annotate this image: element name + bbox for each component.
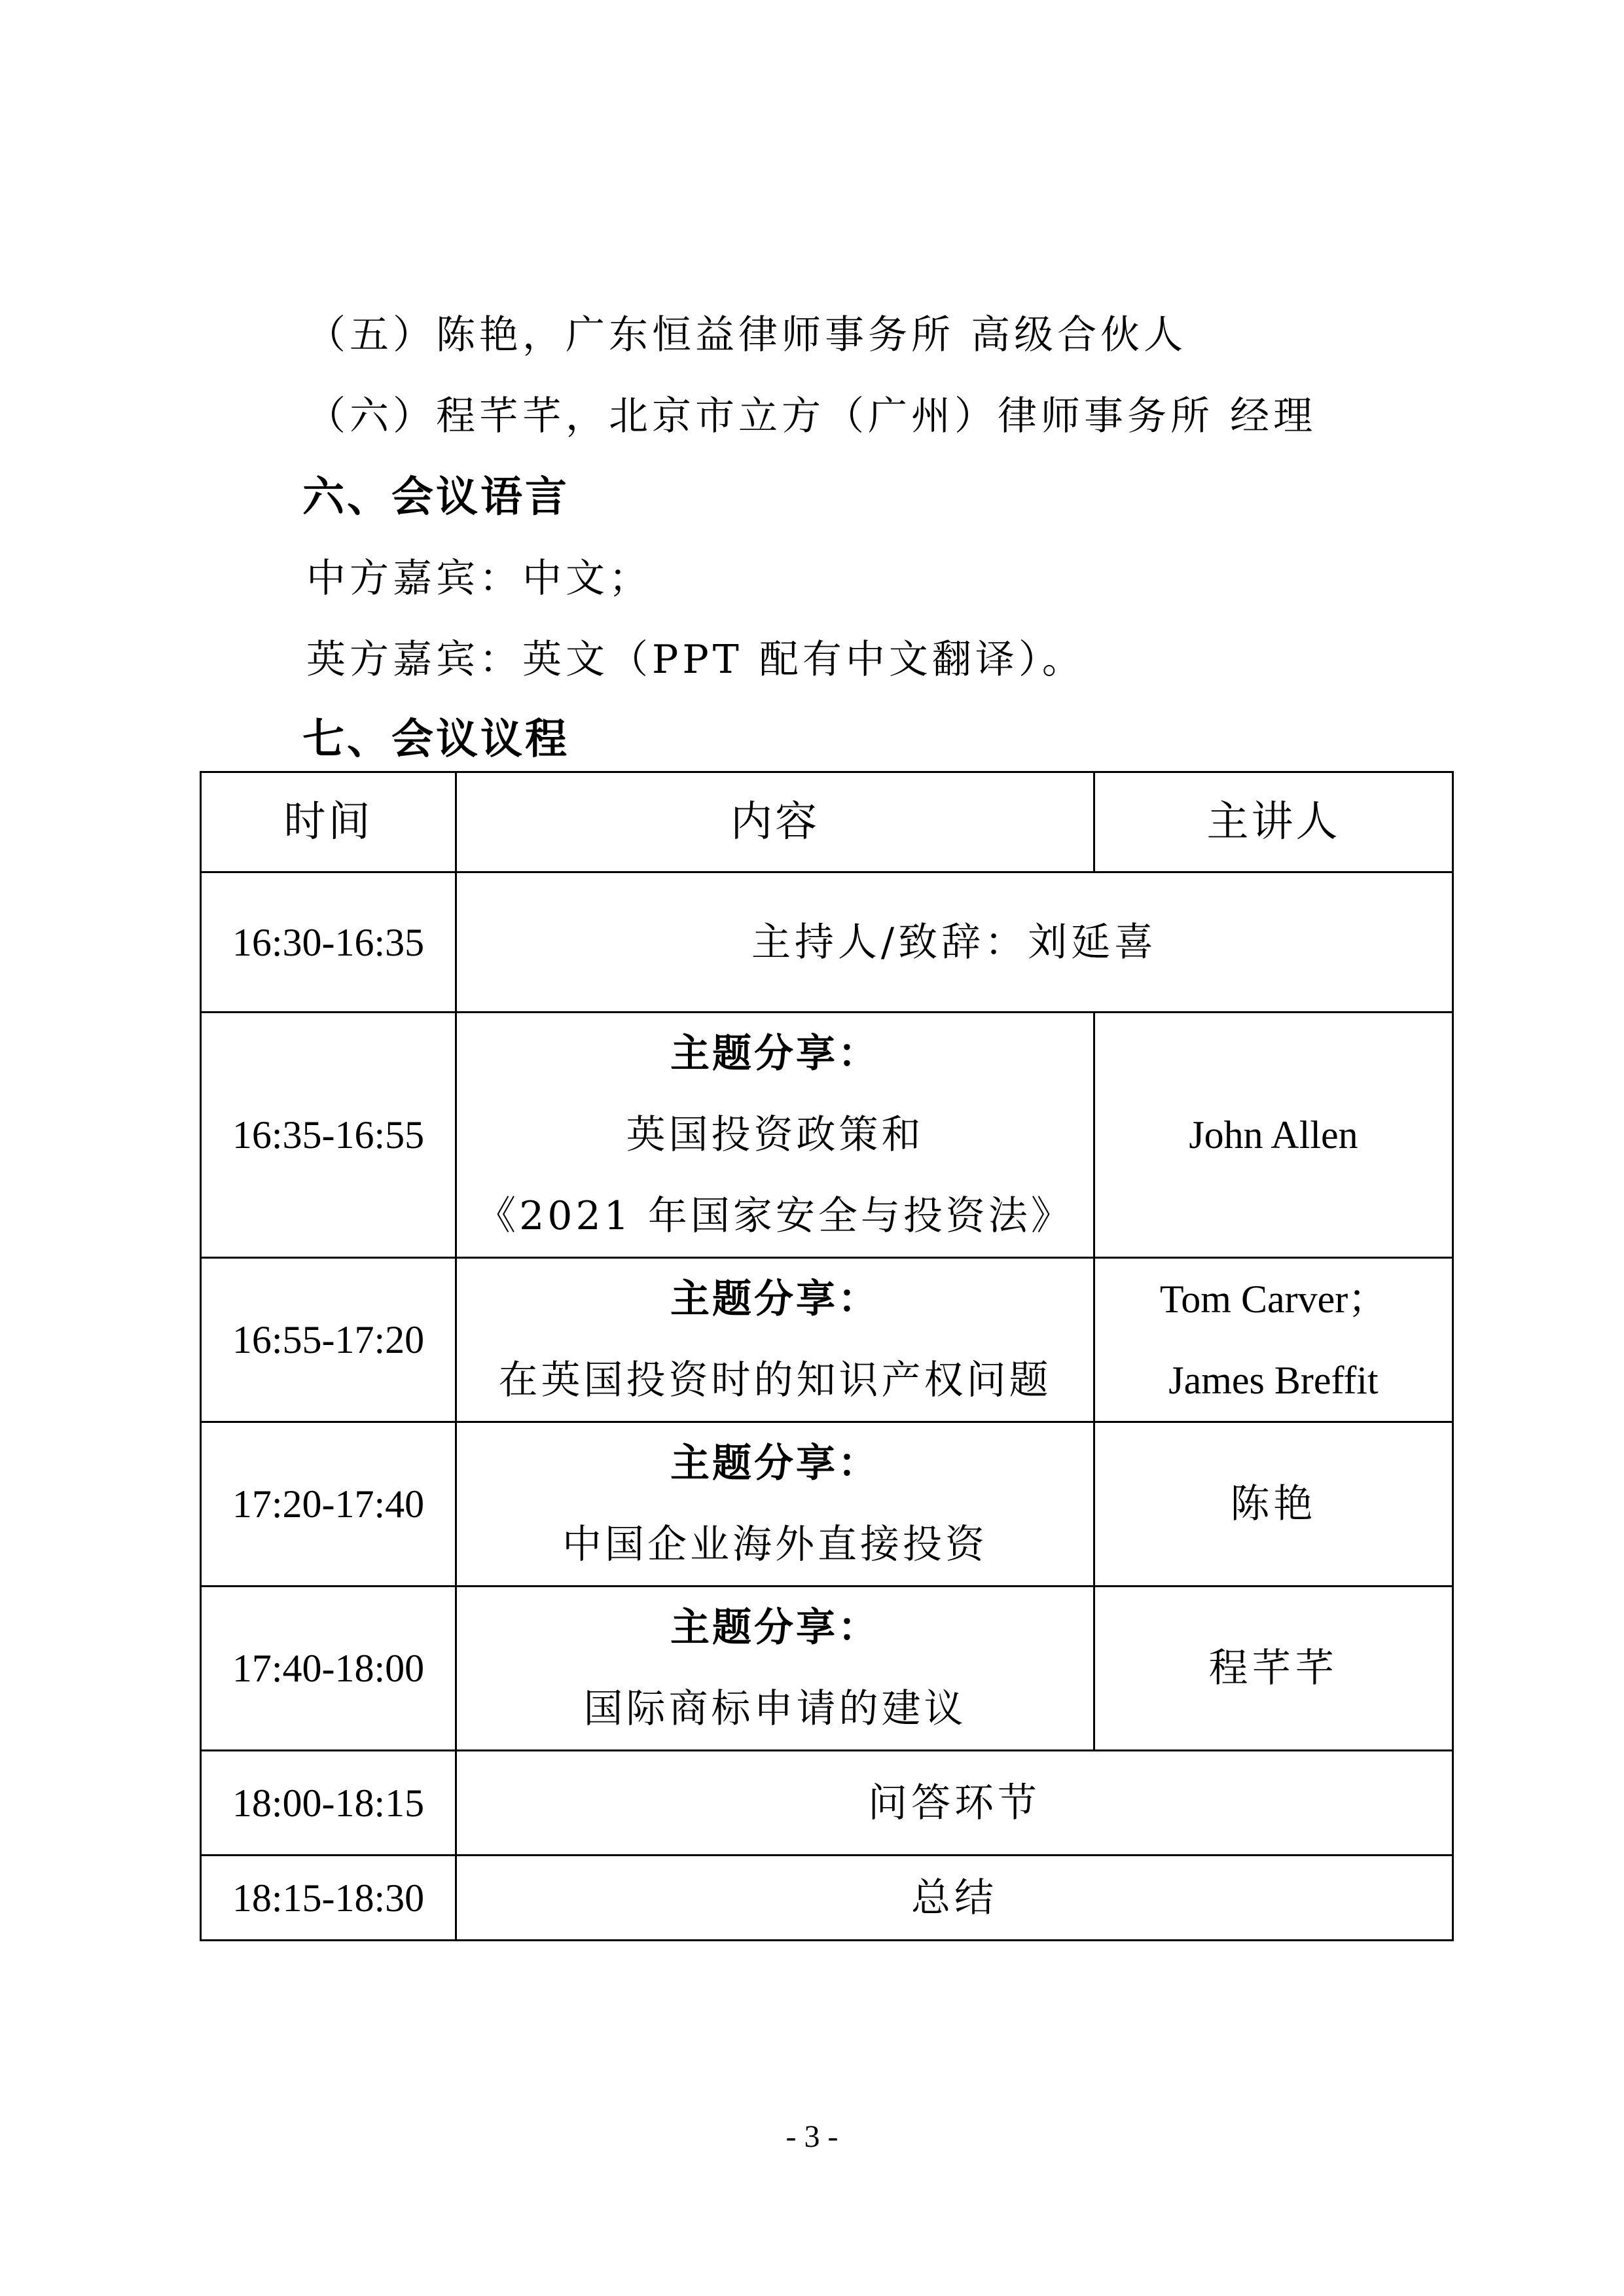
speaker-name: 陈艳: [1230, 1481, 1317, 1527]
row-merged-content: 总结: [456, 1856, 1453, 1941]
row-speaker: [1094, 1013, 1453, 1258]
row-time: 18:15-18:30: [201, 1856, 456, 1941]
row-time: 18:00-18:15: [201, 1751, 456, 1856]
table-row: [201, 1587, 1453, 1751]
table-row: [201, 1258, 1453, 1422]
agenda-header-row: [201, 772, 1453, 872]
agenda-table: [200, 771, 1454, 1941]
language-item-chinese: 中方嘉宾：中文；: [306, 556, 652, 601]
row-time: 17:20-17:40: [201, 1422, 456, 1587]
row-speaker: [1094, 1422, 1453, 1587]
page-number: - 3 -: [785, 2119, 839, 2154]
list-item-five: （五）陈艳，广东恒益律师事务所 高级合伙人: [306, 312, 1187, 358]
list-item-six: （六）程芊芊，北京市立方（广州）律师事务所 经理: [306, 393, 1317, 439]
topic-label: 主题分享：: [670, 1441, 880, 1486]
table-row: [201, 1751, 1453, 1856]
topic-label: 主题分享：: [670, 1031, 880, 1077]
language-item-english: 英方嘉宾：英文（PPT 配有中文翻译）。: [306, 637, 1085, 683]
header-speaker: 主讲人: [1094, 772, 1453, 872]
row-content: [456, 1258, 1094, 1422]
topic-label: 主题分享：: [670, 1276, 880, 1322]
topic-label: 主题分享：: [670, 1605, 880, 1651]
row-speaker: [1094, 1587, 1453, 1751]
speaker-name: Tom Carver；: [1159, 1278, 1388, 1321]
row-content: [456, 1422, 1094, 1587]
table-row: [201, 872, 1453, 1013]
row-merged-content: 主持人/致辞：刘延喜: [456, 872, 1453, 1013]
topic-text: 英国投资政策和: [626, 1112, 924, 1158]
row-time: 17:40-18:00: [201, 1587, 456, 1751]
speaker-name: James Breffit: [1168, 1359, 1379, 1402]
topic-text: 国际商标申请的建议: [583, 1686, 967, 1732]
row-merged-content: 问答环节: [456, 1751, 1453, 1856]
speaker-name: 程芊芊: [1208, 1645, 1339, 1691]
section-heading-language: 六、会议语言: [302, 473, 569, 522]
topic-text: 《2021 年国家安全与投资法》: [477, 1193, 1074, 1239]
topic-text: 在英国投资时的知识产权问题: [498, 1357, 1052, 1403]
header-content: 内容: [456, 772, 1094, 872]
table-row: [201, 1856, 1453, 1941]
row-speaker: [1094, 1258, 1453, 1422]
table-row: [201, 1013, 1453, 1258]
header-time: 时间: [201, 772, 456, 872]
row-time: 16:30-16:35: [201, 872, 456, 1013]
row-content: [456, 1013, 1094, 1258]
row-time: 16:55-17:20: [201, 1258, 456, 1422]
row-content: [456, 1587, 1094, 1751]
table-row: [201, 1422, 1453, 1587]
row-time: 16:35-16:55: [201, 1013, 456, 1258]
topic-text: 中国企业海外直接投资: [562, 1522, 988, 1568]
speaker-name: John Allen: [1189, 1113, 1358, 1157]
section-heading-agenda: 七、会议议程: [302, 715, 569, 764]
